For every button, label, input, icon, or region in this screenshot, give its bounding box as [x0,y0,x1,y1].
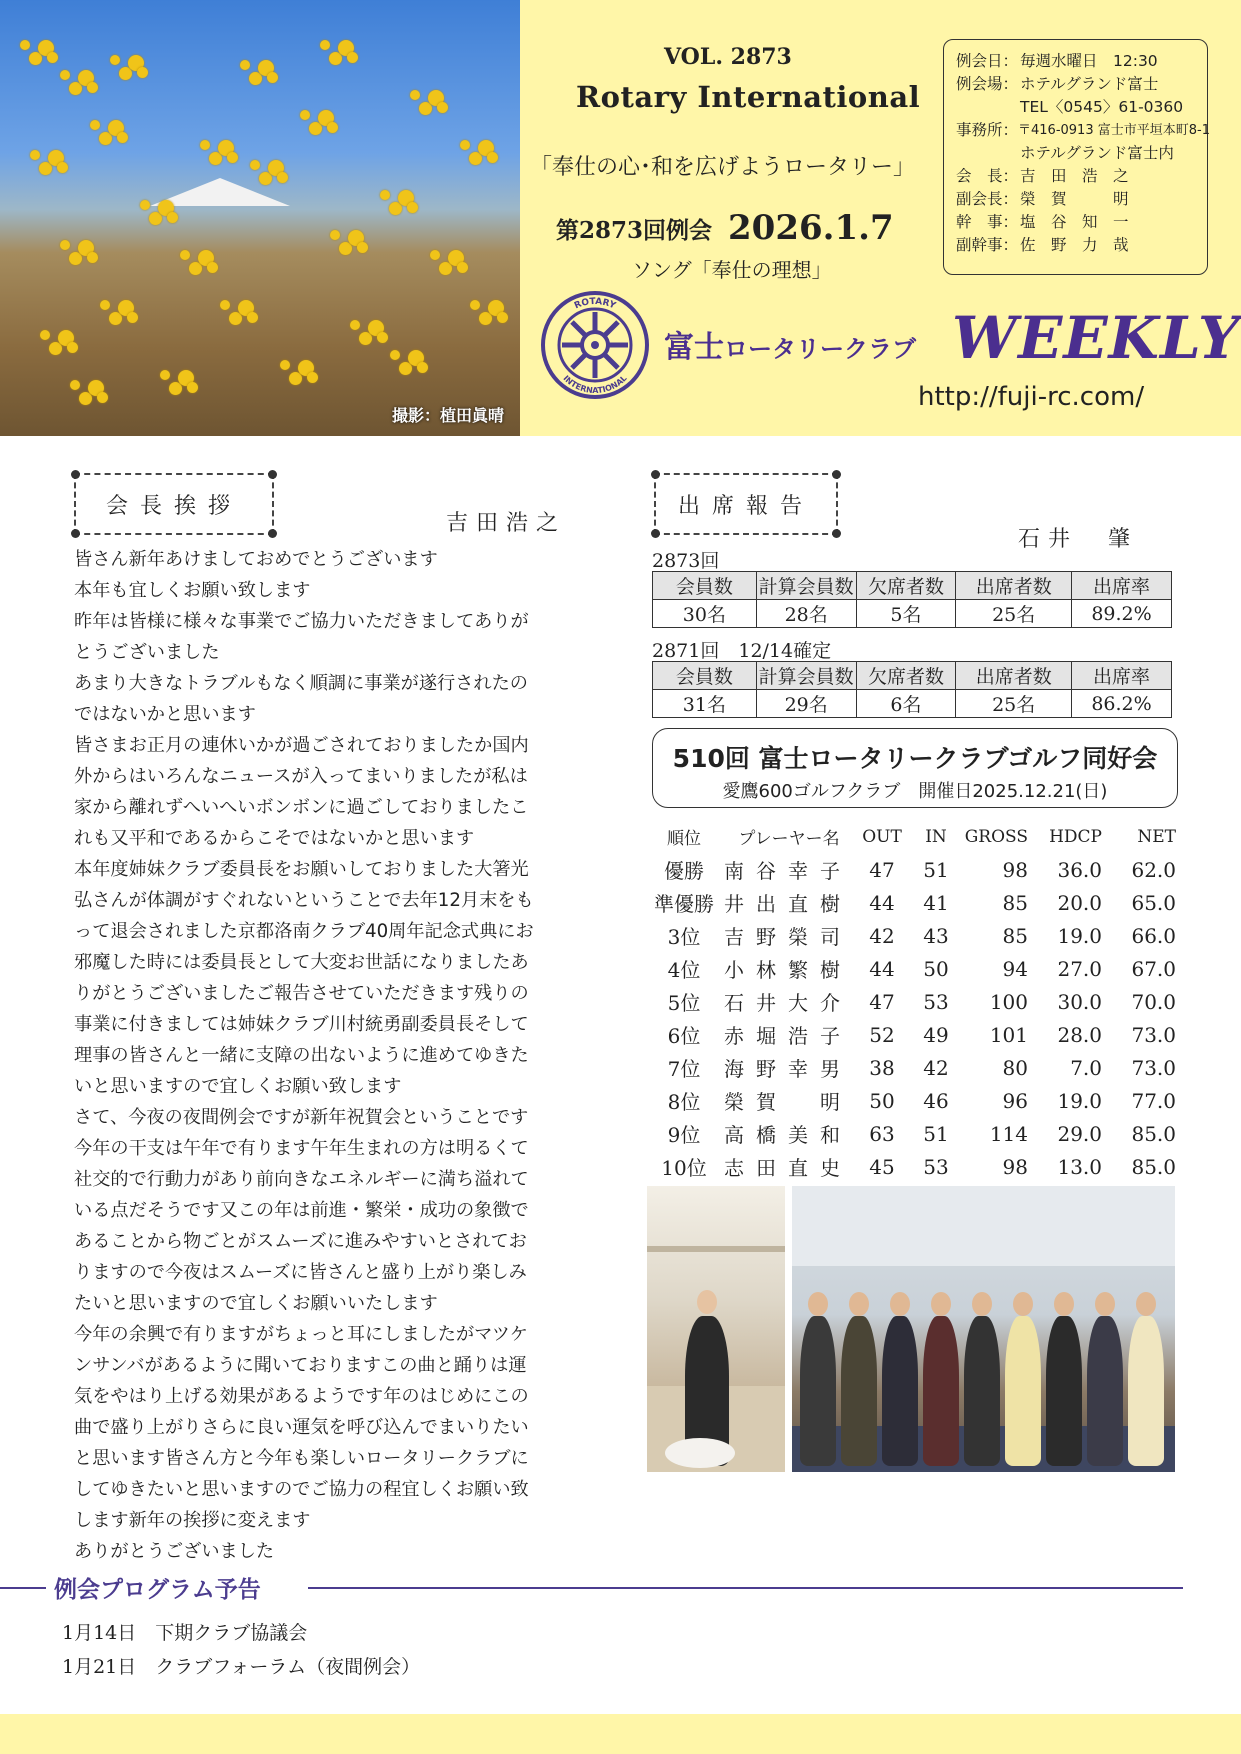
golf-cell: 85 [1002,923,1028,948]
attendance-cell: 86.2% [1072,690,1172,718]
blossom-flower [90,120,100,130]
info-row [956,96,1207,119]
attendance-cell: 89.2% [1072,600,1172,628]
blossom-flower [180,250,190,260]
attendance-cell: 5名 [856,600,956,628]
info-row [956,211,1207,234]
info-key: 副幹事： [956,236,1019,254]
golf-cell: 98 [1002,857,1028,882]
greeting-line: 昨年は皆様に様々な事業でご協力いただきましてありが [74,611,529,632]
attendance-table-1 [652,571,1172,628]
program-heading: 例会プログラム予告 [54,1577,261,1603]
golf-cell: 51 [923,857,949,882]
club-name-fuji: 富士 [664,330,724,365]
golf-title: 510回 富士ロータリークラブゴルフ同好会 [672,744,1158,773]
golf-cell: 13.0 [1057,1154,1102,1179]
blossom-flower [280,360,290,370]
blossom-flower [207,262,218,273]
golf-cell: 53 [923,1154,949,1179]
group-person [964,1316,1000,1466]
greeting-article [74,544,600,1567]
greeting-heading: 会長挨拶 [105,493,242,519]
blossom-flower [487,152,498,163]
attendance-header-cell: 会員数 [653,572,757,600]
golf-cell: 77.0 [1131,1088,1176,1113]
golf-cell: 42 [869,923,895,948]
program-divider-right [308,1587,1183,1589]
blossom-flower [227,152,238,163]
blossom-flower [110,55,120,65]
golf-cell: 19.0 [1057,923,1102,948]
golf-row [652,1018,1180,1051]
golf-cell: 10位 [661,1156,707,1180]
golf-cell: 101 [989,1022,1028,1047]
info-value: 榮 賀 明 [1020,190,1129,208]
golf-cell: 吉野榮司 [724,925,852,949]
meeting-song: ソング「奉仕の理想」 [632,258,832,282]
attendance-header-cell: 欠席者数 [856,572,956,600]
golf-cell: 志田直史 [724,1156,852,1180]
attendance-cell: 25名 [956,600,1072,628]
info-row [956,142,1207,165]
golf-cell: 36.0 [1057,857,1102,882]
blossom-flower [390,350,400,360]
blossom-flower [380,190,390,200]
attendance-header-cell: 出席者数 [956,662,1072,690]
info-key [956,96,1020,119]
info-row [956,50,1207,73]
greeting-line: と思います皆さん方と今年も楽しいロータリークラブに [74,1448,529,1469]
golf-header-cell: GROSS [964,826,1028,847]
weekly-title: WEEKLY [952,304,1241,372]
greeting-line: 外からはいろんなニュースが入ってまいりましたが私は [74,766,528,787]
blossom-flower [187,382,198,393]
greeting-line: 弘さんが体調がすぐれないということで去年12月末をも [74,890,534,911]
info-row [956,165,1207,188]
info-value: 佐 野 力 哉 [1020,236,1129,254]
group-person-head [931,1292,951,1316]
attendance-cell: 29名 [756,690,856,718]
info-value: ホテルグランド富士 [1020,75,1159,93]
group-person-head [1054,1292,1074,1316]
blossom-flower [410,90,420,100]
volume-number: VOL. 2873 [664,44,792,70]
blossom-flower [457,262,468,273]
attendance-header-cell: 会員数 [653,662,757,690]
golf-cell: 5位 [667,991,701,1015]
golf-cell: 井出直樹 [724,892,852,916]
golf-cell: 38 [869,1055,895,1080]
blossom-flower [40,330,50,340]
svg-text:ROTARY: ROTARY [572,296,618,312]
info-value: TEL〈0545〉61-0360 [1020,98,1184,116]
group-person [1128,1316,1164,1466]
greeting-author: 吉田浩之 [446,511,567,536]
golf-row [652,886,1180,919]
attendance-author: 石井 肇 [1018,527,1139,552]
blossom-flower [137,67,148,78]
blossom-flower [57,162,68,173]
golf-cell: 94 [1002,956,1028,981]
blossom-flower [357,242,368,253]
greeting-line: 本年度姉妹クラブ委員長をお願いしておりました大箸光 [74,859,529,880]
golf-cell: 石井大介 [724,991,852,1015]
golf-cell: 6位 [667,1024,701,1048]
golf-header-cell: 順位 [667,829,701,849]
golf-cell: 51 [923,1121,949,1146]
meeting-number: 第2873回例会 [556,217,713,244]
greeting-line: 気をやはり上げる効果があるようです年のはじめにこの [74,1386,529,1407]
group-person-head [972,1292,992,1316]
golf-cell: 44 [869,890,895,915]
header-banner [0,0,1241,436]
golf-cell: 44 [869,956,895,981]
golf-row [652,952,1180,985]
attendance-cell: 25名 [956,690,1072,718]
golf-cell: 50 [869,1088,895,1113]
club-name [664,322,916,366]
blossom-flower [127,312,138,323]
group-person [800,1316,836,1466]
group-person [882,1316,918,1466]
attendance-cell: 6名 [856,690,956,718]
group-person-head [1095,1292,1115,1316]
golf-cell: 優勝 [664,859,704,883]
program-divider-left [0,1587,46,1589]
attendance-label-2: 2871回 12/14確定 [652,640,832,662]
golf-cell: 9位 [667,1123,701,1147]
group-person [1046,1316,1082,1466]
theme-motto: 「奉仕の心･和を広げようロータリー」 [530,155,916,180]
blossom-flower [30,150,40,160]
greeting-line: 今年の余興で有りますがちょっと耳にしましたがマツケ [74,1324,528,1345]
info-value: 塩 谷 知 一 [1020,213,1129,231]
golf-cell: 45 [869,1154,895,1179]
golf-cell: 30.0 [1057,989,1102,1014]
program-item: 1月14日 下期クラブ協議会 [62,1622,308,1644]
attendance-heading: 出席報告 [677,493,814,519]
golf-cell: 49 [923,1022,949,1047]
blossom-flower [497,312,508,323]
blossom-flower [167,212,178,223]
group-person-head [1136,1292,1156,1316]
meeting-date: 2026.1.7 [728,208,894,248]
group-person [841,1316,877,1466]
blossom-flower [277,172,288,183]
golf-cell: 70.0 [1131,989,1176,1014]
golf-results-table [652,820,1180,1183]
organization-name: Rotary International [576,80,921,114]
group-person-head [849,1292,869,1316]
golf-cell: 50 [923,956,949,981]
golf-cell: 96 [1002,1088,1028,1113]
golf-row [652,1150,1180,1183]
photo-credit: 撮影：植田眞晴 [391,406,504,425]
golf-row [652,1117,1180,1150]
golf-cell: 28.0 [1057,1022,1102,1047]
club-name-rotary: ロータリークラブ [724,334,916,363]
info-value: 吉 田 浩 之 [1020,167,1129,185]
blossom-flower [70,380,80,390]
golf-cell: 65.0 [1131,890,1176,915]
golf-row [652,853,1180,886]
blossom-flower [60,240,70,250]
golf-cell: 66.0 [1131,923,1176,948]
golf-cell: 3位 [667,925,701,949]
footer-band [0,1714,1241,1754]
golf-cell: 67.0 [1131,956,1176,981]
attendance-header-cell: 計算会員数 [756,662,856,690]
blossom-flower [470,300,480,310]
info-key: 例会日： [956,52,1019,70]
blossom-flower [140,200,150,210]
golf-header-cell: HDCP [1049,826,1102,847]
golf-cell: 46 [923,1088,949,1113]
golf-cell: 20.0 [1057,890,1102,915]
info-value: ホテルグランド富士内 [1020,144,1174,162]
golf-cell: 85 [1002,890,1028,915]
blossom-flower [377,332,388,343]
blossom-flower [87,82,98,93]
blossom-flower [320,40,330,50]
blossom-flower [20,40,30,50]
attendance-cell: 28名 [756,600,856,628]
golf-cell: 高橋美和 [724,1123,852,1147]
golf-row [652,1051,1180,1084]
greeting-line: とうございました [74,642,220,663]
blossom-flower [430,250,440,260]
attendance-label-1: 2873回 [652,550,720,572]
greeting-line: 皆さまお正月の連休いかが過ごされておりましたか国内 [74,735,529,756]
attendance-header-cell: 出席者数 [956,572,1072,600]
golf-cell: 19.0 [1057,1088,1102,1113]
greeting-line: いる点だそうです又この年は前進・繁栄・成功の象徴で [74,1200,529,1221]
blossom-flower [460,140,470,150]
attendance-cell: 31名 [653,690,757,718]
svg-text:INTERNATIONAL: INTERNATIONAL [561,373,629,396]
golf-cell: 29.0 [1057,1121,1102,1146]
golf-cell: 85.0 [1131,1154,1176,1179]
rotary-wheel-logo-icon [540,290,650,400]
greeting-line: たいと思いますので宜しくお願いいたします [74,1293,438,1314]
blossom-flower [250,160,260,170]
blossom-flower [407,202,418,213]
blossom-flower [247,312,258,323]
blossom-flower [327,122,338,133]
greeting-line: さて、今夜の夜間例会ですが新年祝賀会ということです [74,1107,529,1128]
info-key [956,142,1020,165]
golf-cell: 4位 [667,958,701,982]
greeting-line: 邪魔した時には委員長として大変お世話になりましたあ [74,952,529,973]
blossom-flower [240,60,250,70]
blossom-flower [60,70,70,80]
group-person [1087,1316,1123,1466]
golf-event-box [652,728,1178,808]
greeting-line: 社交的で行動力があり前向きなエネルギーに満ち溢れて [74,1169,529,1190]
photo-golf-group [792,1186,1175,1472]
greeting-line: あまり大きなトラブルもなく順調に事業が遂行されたの [74,673,528,694]
golf-cell: 南谷幸子 [724,859,852,883]
golf-cell: 41 [923,890,949,915]
club-website-link[interactable]: http://fuji-rc.com/ [918,382,1145,412]
golf-cell: 98 [1002,1154,1028,1179]
blossom-flower [267,72,278,83]
greeting-heading-box [74,473,274,535]
golf-cell: 47 [869,857,895,882]
greeting-line: れも又平和であるからこそではないかと思います [74,828,475,849]
blossom-flower [97,392,108,403]
blossom-flower [117,132,128,143]
greeting-line: ではないかと思います [74,704,256,725]
golf-cell: 準優勝 [654,892,714,916]
info-key: 事務所： [956,121,1019,139]
group-person [1005,1316,1041,1466]
blossom-flower [200,140,210,150]
golf-cell: 52 [869,1022,895,1047]
info-row [956,188,1207,211]
greeting-line: ありがとうございました [74,1541,275,1562]
greeting-line: りがとうございましたご報告させていただきます残りの [74,983,529,1004]
attendance-heading-box [654,473,838,535]
golf-cell: 海野幸男 [724,1057,852,1081]
golf-cell: 8位 [667,1090,701,1114]
golf-cell: 62.0 [1131,857,1176,882]
golf-cell: 47 [869,989,895,1014]
blossom-flower [307,372,318,383]
blossom-flower [220,300,230,310]
golf-cell: 73.0 [1131,1055,1176,1080]
greeting-line: って退会されました京都洛南クラブ40周年記念式典にお [74,921,534,942]
golf-cell: 小林繁樹 [724,958,852,982]
greeting-line: 事業に付きましては姉妹クラブ川村統勇副委員長そして [74,1014,529,1035]
attendance-table-2 [652,661,1172,718]
greeting-line: 家から離れずへいへいボンボンに過ごしておりましたこ [74,797,529,818]
cover-photo-wintersweet [0,0,520,436]
golf-cell: 27.0 [1057,956,1102,981]
group-person-head [890,1292,910,1316]
program-item: 1月21日 クラブフォーラム（夜間例会） [62,1656,421,1678]
greeting-line: 理事の皆さんと一緒に支障の出ないように進めてゆきた [74,1045,529,1066]
photo-party-woman [647,1186,785,1472]
blossom-flower [47,52,58,63]
golf-row [652,1084,1180,1117]
golf-header-cell: OUT [862,826,902,847]
greeting-line: 今年の干支は午年で有ります午年生まれの方は明るくて [74,1138,529,1159]
golf-cell: 63 [869,1121,895,1146]
golf-cell: 赤堀浩子 [724,1024,852,1048]
golf-cell: 43 [923,923,949,948]
group-person-head [1013,1292,1033,1316]
info-row [956,119,1210,142]
greeting-line: します新年の挨拶に変えます [74,1510,311,1531]
golf-header-cell: プレーヤー名 [738,829,840,849]
golf-cell: 85.0 [1131,1121,1176,1146]
info-key: 幹 事： [956,213,1019,231]
greeting-line: 本年も宜しくお願い致します [74,580,311,601]
golf-cell: 53 [923,989,949,1014]
attendance-header-cell: 出席率 [1072,572,1172,600]
attendance-header-cell: 計算会員数 [756,572,856,600]
greeting-line: りますので今夜はスムーズに皆さんと盛り上がり楽しみ [74,1262,527,1283]
info-row [956,234,1207,257]
blossom-flower [350,320,360,330]
blossom-flower [300,110,310,120]
golf-header-cell: IN [925,826,947,847]
blossom-flower [160,370,170,380]
golf-cell: 73.0 [1131,1022,1176,1047]
greeting-line: ンサンバがあるように聞いておりますこの曲と踊りは運 [74,1355,527,1376]
greeting-line: あることから物ごとがスムーズに進みやすいとされてお [74,1231,527,1252]
blossom-flower [67,342,78,353]
golf-cell: 114 [989,1121,1028,1146]
greeting-line: いと思いますので宜しくお願い致します [74,1076,402,1097]
golf-cell: 7位 [667,1057,701,1081]
golf-header-cell: NET [1137,826,1176,847]
blossom-flower [347,52,358,63]
blossom-flower [437,102,448,113]
attendance-header-cell: 出席率 [1072,662,1172,690]
golf-cell: 42 [923,1055,949,1080]
greeting-line: 曲で盛り上がりさらに良い運気を呼び込んでまいりたい [74,1417,529,1438]
golf-cell: 80 [1002,1055,1028,1080]
golf-cell: 100 [989,989,1028,1014]
blossom-flower [100,300,110,310]
golf-row [652,919,1180,952]
blossom-flower [417,362,428,373]
info-value: 毎週水曜日 12:30 [1020,52,1158,70]
group-person-head [808,1292,828,1316]
greeting-line: 皆さん新年あけましておめでとうございます [74,549,438,570]
golf-row [652,985,1180,1018]
info-key: 副会長： [956,190,1019,208]
golf-subtitle: 愛鷹600ゴルフクラブ 開催日2025.12.21(日) [722,781,1108,802]
golf-cell: 7.0 [1070,1055,1102,1080]
info-key: 例会場： [956,75,1019,93]
attendance-header-cell: 欠席者数 [856,662,956,690]
info-row [956,73,1207,96]
blossom-flower [87,252,98,263]
group-person [923,1316,959,1466]
club-info-box [943,39,1208,275]
golf-cell: 榮賀 明 [724,1090,852,1114]
info-key: 会 長： [956,167,1019,185]
info-value: 〒416-0913 富士市平垣本町8-1 [1018,123,1210,138]
attendance-cell: 30名 [653,600,757,628]
blossom-flower [330,230,340,240]
greeting-line: してゆきたいと思いますのでご協力の程宜しくお願い致 [74,1479,529,1500]
